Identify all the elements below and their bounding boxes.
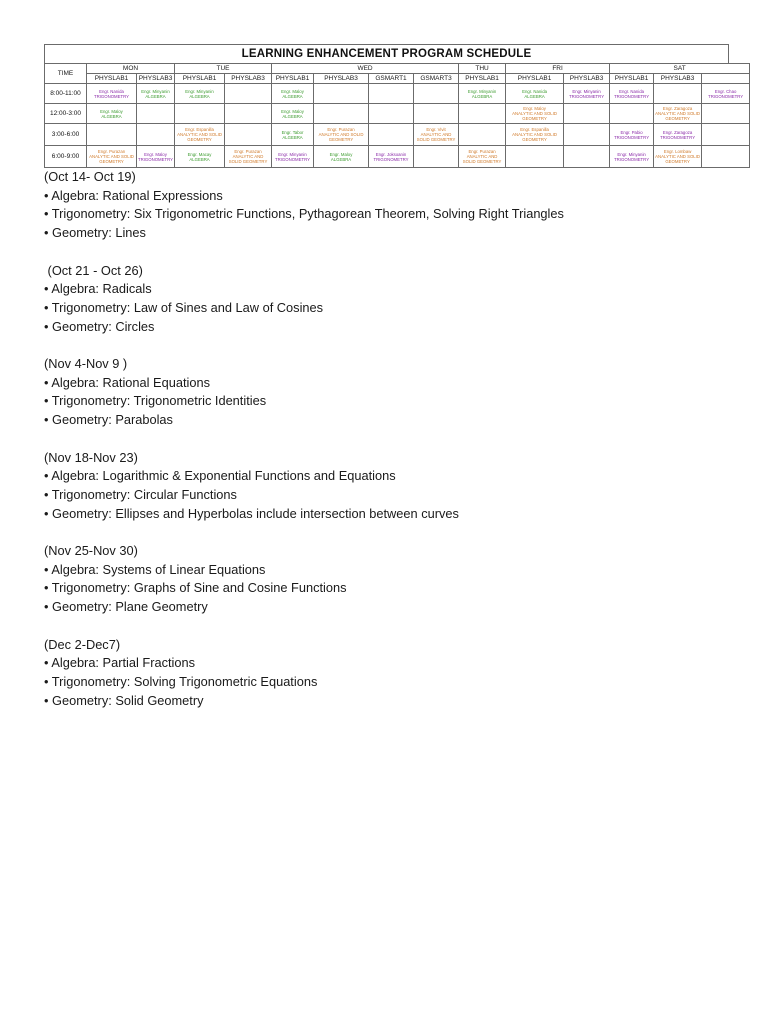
instructor-name: Engr. Zaragoza (662, 129, 693, 135)
schedule-cell (414, 104, 459, 124)
subject-name: ALGEBRA (145, 93, 166, 99)
week-range: (Oct 14- Oct 19) (44, 169, 136, 184)
schedule-table-container (44, 44, 744, 168)
class-entry (703, 89, 748, 99)
instructor-name: Engr. Pabio (620, 129, 643, 135)
topic-item: • Trigonometry: Solving Trigonometric Equations (44, 673, 318, 689)
day-header-fri: FRI (506, 64, 610, 74)
schedule-cell (414, 84, 459, 104)
day-header-sat: SAT (610, 64, 750, 74)
class-entry (176, 127, 223, 142)
subject-name: ALGEBRA (101, 113, 122, 119)
class-entry (88, 109, 135, 119)
schedule-grid (44, 63, 750, 168)
schedule-cell (87, 124, 137, 146)
instructor-name: Engr. Purazan (234, 149, 262, 154)
topic-item: • Geometry: Parabolas (44, 412, 173, 428)
class-entry (611, 152, 652, 162)
class-entry (273, 130, 312, 140)
subject-name: ALGEBRA (471, 93, 493, 99)
subject-name: ALGEBRA (282, 113, 303, 119)
week-block (44, 542, 744, 617)
class-entry (507, 89, 562, 99)
instructor-name: Engr. Minyanin (467, 88, 497, 94)
instructor-name: Engr. Chao (714, 88, 737, 94)
instructor-name: Engr. Vivit (426, 127, 446, 132)
instructor-name: Engr. Minyanin (185, 88, 214, 94)
room-header: PHYSLAB3 (314, 74, 369, 84)
topic-item: • Algebra: Rational Equations (44, 374, 210, 390)
schedule-cell (369, 124, 414, 146)
subject-name: TRIGONOMETRY (93, 93, 129, 99)
subject-name: ANALYTIC AND SOLID GEOMETRY (177, 132, 222, 142)
time-slot-row (45, 124, 750, 146)
room-header: PHYSLAB1 (610, 74, 654, 84)
class-entry (88, 89, 135, 99)
schedule-cell (506, 146, 564, 168)
subject-name: ANALYTIC AND SOLID GEOMETRY (228, 154, 268, 164)
class-entry (176, 152, 223, 162)
subject-name: ANALYTIC AND SOLID GEOMETRY (462, 154, 502, 164)
topic-item: • Geometry: Solid Geometry (44, 692, 204, 708)
instructor-name: Engr. Purazan (327, 127, 355, 132)
subject-name: TRIGONOMETRY (138, 156, 174, 162)
subject-name: ANALYTIC AND SOLID GEOMETRY (318, 132, 364, 142)
class-entry (315, 152, 367, 162)
instructor-name: Engr. Tabor (281, 129, 304, 135)
week-block (44, 449, 744, 524)
schedule-cell (610, 104, 654, 124)
class-entry (460, 89, 504, 99)
schedule-cell (506, 124, 564, 146)
topic-item: • Trigonometry: Trigonometric Identities (44, 393, 267, 409)
class-entry (273, 109, 312, 119)
schedule-cell (272, 146, 314, 168)
schedule-cell (564, 104, 610, 124)
subject-name: TRIGONOMETRY (708, 93, 744, 99)
class-entry (611, 130, 652, 140)
class-entry (507, 106, 562, 121)
week-block (44, 636, 744, 711)
week-range: (Oct 21 - Oct 26) (44, 262, 143, 278)
time-slot-label: 8:00-11:00 (45, 84, 87, 104)
time-slot-label: 6:00-9:00 (45, 146, 87, 168)
day-header-mon: MON (87, 64, 175, 74)
week-block (44, 262, 744, 337)
class-entry (273, 152, 312, 162)
schedule-cell (506, 84, 564, 104)
class-entry (565, 89, 608, 99)
topic-item: • Geometry: Circles (44, 318, 155, 334)
time-header: TIME (45, 64, 87, 84)
subject-name: ALGEBRA (189, 93, 210, 99)
room-header: PHYSLAB3 (654, 74, 702, 84)
day-header-thu: THU (459, 64, 506, 74)
schedule-cell (137, 104, 175, 124)
week-range: (Nov 25-Nov 30) (44, 543, 138, 558)
schedule-cell (610, 124, 654, 146)
schedule-cell (175, 104, 225, 124)
class-entry (655, 106, 700, 121)
room-header: GSMART3 (414, 74, 459, 84)
schedule-cell (564, 84, 610, 104)
schedule-cell (225, 124, 272, 146)
schedule-cell (87, 146, 137, 168)
week-range: (Dec 2-Dec7) (44, 636, 121, 652)
class-entry (176, 89, 223, 99)
schedule-cell (369, 84, 414, 104)
instructor-name: Engr. Zaragoza (662, 106, 693, 111)
instructor-name: Engr. Nanida (619, 88, 644, 94)
weekly-topics (44, 168, 744, 729)
instructor-name: Engr. Lombaw (663, 149, 692, 154)
schedule-cell (314, 146, 369, 168)
room-header: PHYSLAB3 (564, 74, 610, 84)
instructor-name: Engr. Maloy (100, 108, 123, 114)
instructor-name: Engr. Joksoanin (375, 151, 407, 157)
instructor-name: Engr. Macay (187, 151, 212, 157)
subject-name: ALGEBRA (524, 93, 545, 99)
room-header: PHYSLAB1 (87, 74, 137, 84)
instructor-name: Engr. Maloy (523, 106, 546, 111)
schedule-cell (459, 124, 506, 146)
subject-name: ALGEBRA (330, 156, 352, 162)
schedule-cell (702, 104, 750, 124)
schedule-cell (702, 124, 750, 146)
time-slot-label: 3:00-6:00 (45, 124, 87, 146)
topic-item: • Trigonometry: Graphs of Sine and Cosine Functions (44, 580, 347, 596)
week-range: (Nov 18-Nov 23) (44, 449, 138, 465)
schedule-cell (225, 84, 272, 104)
instructor-name: Engr. Espanilla (185, 127, 214, 132)
class-entry (460, 149, 504, 164)
room-header (702, 74, 750, 84)
subject-name: ANALYTIC AND SOLID GEOMETRY (89, 154, 134, 164)
schedule-cell (506, 104, 564, 124)
schedule-cell (654, 124, 702, 146)
topic-item: • Trigonometry: Circular Functions (44, 486, 237, 502)
subject-name: ANALYTIC AND SOLID GEOMETRY (655, 111, 700, 121)
instructor-name: Engr. Maloy (281, 108, 304, 114)
topic-item: • Algebra: Logarithmic & Exponential Functions and Equations (44, 468, 396, 484)
schedule-cell (702, 146, 750, 168)
schedule-cell (610, 84, 654, 104)
room-header: PHYSLAB3 (225, 74, 272, 84)
room-header: PHYSLAB1 (506, 74, 564, 84)
instructor-name: Engr. Minyanin (617, 151, 646, 157)
topic-item: • Algebra: Rational Expressions (44, 187, 223, 203)
schedule-cell (459, 146, 506, 168)
schedule-cell (369, 146, 414, 168)
schedule-cell (564, 146, 610, 168)
class-entry (611, 89, 652, 99)
schedule-cell (137, 84, 175, 104)
subject-name: TRIGONOMETRY (569, 93, 605, 99)
instructor-name: Engr. Minyanin (278, 151, 307, 157)
instructor-name: Engr. Maloy (144, 151, 167, 157)
schedule-cell (175, 84, 225, 104)
day-header-row (45, 64, 750, 74)
schedule-cell (137, 146, 175, 168)
topic-item: • Geometry: Lines (44, 225, 146, 241)
class-entry (507, 127, 562, 142)
schedule-cell (654, 84, 702, 104)
time-slot-label: 12:00-3:00 (45, 104, 87, 124)
instructor-name: Engr. Nanida (99, 88, 124, 94)
schedule-title: LEARNING ENHANCEMENT PROGRAM SCHEDULE (44, 44, 729, 63)
topic-item: • Trigonometry: Six Trigonometric Functions, Pythagorean Theorem, Solving Right Triangles (44, 206, 564, 222)
room-header-row (45, 74, 750, 84)
day-header-wed: WED (272, 64, 459, 74)
week-block (44, 168, 744, 243)
room-header: PHYSLAB1 (272, 74, 314, 84)
schedule-cell (314, 104, 369, 124)
schedule-cell (272, 124, 314, 146)
schedule-cell (702, 84, 750, 104)
class-entry (226, 149, 270, 164)
topic-item: • Algebra: Partial Fractions (44, 655, 196, 671)
schedule-cell (175, 124, 225, 146)
subject-name: TRIGONOMETRY (614, 134, 650, 140)
room-header: PHYSLAB1 (175, 74, 225, 84)
subject-name: ANALYTIC AND SOLID GEOMETRY (512, 111, 557, 121)
instructor-name: Engr. Espanilla (520, 127, 549, 132)
class-entry (655, 149, 700, 164)
room-header: PHYSLAB3 (137, 74, 175, 84)
schedule-cell (610, 146, 654, 168)
class-entry (315, 127, 367, 142)
instructor-name: Engr. Maloy (329, 151, 353, 157)
schedule-cell (225, 104, 272, 124)
class-entry (370, 152, 412, 162)
instructor-name: Engr. Purazan (97, 149, 126, 154)
topic-item: • Geometry: Plane Geometry (44, 599, 208, 615)
week-range: (Nov 4-Nov 9 ) (44, 356, 128, 371)
topic-item: • Algebra: Systems of Linear Equations (44, 561, 266, 577)
class-entry (655, 130, 700, 140)
day-header-tue: TUE (175, 64, 272, 74)
subject-name: ANALYTIC AND SOLID GEOMETRY (416, 132, 456, 142)
subject-name: ALGEBRA (282, 134, 303, 140)
subject-name: TRIGONOMETRY (373, 156, 409, 162)
schedule-cell (314, 84, 369, 104)
subject-name: TRIGONOMETRY (614, 93, 650, 99)
schedule-cell (654, 146, 702, 168)
instructor-name: Engr. Maloy (281, 88, 304, 94)
schedule-cell (459, 84, 506, 104)
topic-item: • Geometry: Ellipses and Hyperbolas include intersection between curves (44, 505, 459, 521)
subject-name: ALGEBRA (189, 156, 210, 162)
schedule-cell (87, 84, 137, 104)
subject-name: TRIGONOMETRY (275, 156, 311, 162)
week-block (44, 355, 744, 430)
schedule-cell (272, 104, 314, 124)
instructor-name: Engr. Purazan (468, 149, 496, 154)
instructor-name: Engr. Nanida (522, 88, 547, 94)
schedule-cell (87, 104, 137, 124)
instructor-name: Engr. Minyanin (572, 88, 601, 94)
topic-item: • Algebra: Radicals (44, 281, 152, 297)
time-slot-row (45, 84, 750, 104)
class-entry (88, 149, 135, 164)
time-slot-row (45, 146, 750, 168)
subject-name: TRIGONOMETRY (614, 156, 650, 162)
class-entry (138, 89, 173, 99)
schedule-cell (175, 146, 225, 168)
class-entry (273, 89, 312, 99)
schedule-cell (369, 104, 414, 124)
schedule-cell (414, 146, 459, 168)
schedule-cell (137, 124, 175, 146)
subject-name: ALGEBRA (282, 93, 303, 99)
room-header: PHYSLAB1 (459, 74, 506, 84)
class-entry (415, 127, 457, 142)
class-entry (138, 152, 173, 162)
schedule-cell (459, 104, 506, 124)
subject-name: TRIGONOMETRY (660, 134, 696, 140)
schedule-cell (314, 124, 369, 146)
instructor-name: Engr. Minyanin (141, 88, 170, 94)
subject-name: ANALYTIC AND SOLID GEOMETRY (512, 132, 557, 142)
schedule-cell (225, 146, 272, 168)
subject-name: ANALYTIC AND SOLID GEOMETRY (655, 154, 700, 164)
schedule-cell (564, 124, 610, 146)
schedule-cell (414, 124, 459, 146)
schedule-cell (654, 104, 702, 124)
room-header: GSMART1 (369, 74, 414, 84)
topic-item: • Trigonometry: Law of Sines and Law of Cosines (44, 299, 324, 315)
time-slot-row (45, 104, 750, 124)
schedule-cell (272, 84, 314, 104)
